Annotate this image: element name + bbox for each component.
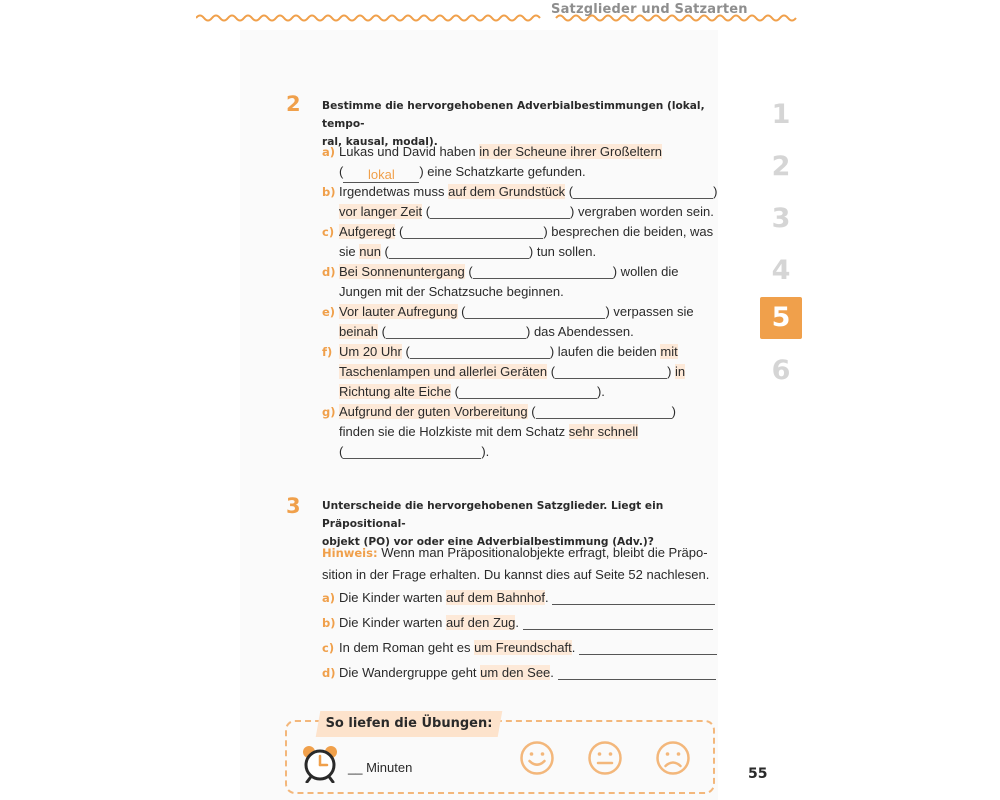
task-3d: [322, 663, 722, 688]
task-letter: a): [322, 591, 336, 605]
bracket: (: [547, 364, 556, 379]
task-2e: [322, 302, 722, 342]
task-text: In dem Roman geht es: [339, 640, 475, 655]
task-2d: [322, 262, 722, 302]
chapter-tab-1[interactable]: 1: [771, 99, 791, 130]
task-text: ) laufen die beiden: [549, 344, 661, 359]
task-text: Die Wandergruppe geht: [339, 665, 481, 680]
answer-field-example[interactable]: lokal: [343, 168, 419, 183]
highlighted-phrase: Aufgeregt: [339, 224, 396, 239]
task-2a: [322, 142, 722, 182]
bracket: ): [667, 364, 676, 379]
task-letter: b): [322, 616, 336, 630]
task-letter: b): [322, 185, 336, 199]
task-text: .: [544, 590, 549, 605]
highlighted-phrase: Aufgrund der guten Vorbereitung: [339, 404, 528, 419]
task-letter: f): [322, 345, 333, 359]
exercise-2-instruction-line-1: Bestimme die hervorgehobenen Adverbialbestimmungen (lokal, tempo-: [322, 100, 705, 130]
highlighted-phrase: in: [675, 364, 686, 379]
task-letter: c): [322, 641, 335, 655]
task-text: sie: [339, 244, 360, 259]
task-text: .: [515, 615, 519, 630]
highlighted-phrase: in der Scheune ihrer Großeltern: [479, 144, 663, 159]
chapter-tab-6[interactable]: 6: [771, 355, 791, 386]
exercise-2-instruction-line-2: ral, kausal, modal).: [322, 136, 438, 148]
bracket: (: [339, 164, 344, 179]
answer-field[interactable]: [430, 204, 570, 219]
task-text: ) das Abendessen.: [526, 324, 634, 339]
bracket: (: [422, 204, 431, 219]
highlighted-phrase: auf den Zug: [445, 615, 516, 630]
bracket: ): [671, 404, 676, 419]
sad-face-icon[interactable]: [655, 740, 691, 776]
exercise-2-number: 2: [286, 92, 301, 116]
exercise-3-tasks: [322, 588, 722, 688]
bracket: (: [378, 324, 386, 339]
bracket: (: [457, 304, 466, 319]
task-2g: [322, 402, 722, 462]
task-letter: a): [322, 145, 336, 159]
review-title: So liefen die Übungen:: [325, 716, 493, 731]
task-letter: g): [322, 405, 336, 419]
neutral-face-icon[interactable]: [587, 740, 623, 776]
answer-field[interactable]: [343, 444, 481, 459]
answer-field[interactable]: [410, 344, 550, 359]
task-text: Lukas und David haben: [339, 144, 480, 159]
highlighted-phrase: beinah: [339, 324, 379, 339]
exercise-2-tasks: [322, 142, 722, 462]
task-text: ).: [481, 444, 490, 459]
task-2b: [322, 182, 722, 222]
highlighted-phrase: mit: [660, 344, 678, 359]
task-3b: [322, 613, 722, 638]
answer-field[interactable]: [459, 384, 597, 399]
task-text: ).: [596, 384, 605, 399]
task-text: ) wollen die: [612, 264, 679, 279]
highlighted-phrase: sehr schnell: [568, 424, 639, 439]
highlighted-phrase: Vor lauter Aufregung: [339, 304, 458, 319]
exercise-3-instruction-line-2: objekt (PO) vor oder eine Adverbialbestimmung (Adv.)?: [322, 536, 654, 548]
hint-box: [322, 542, 718, 585]
highlighted-phrase: Um 20 Uhr: [339, 344, 402, 359]
answer-field[interactable]: [386, 324, 526, 339]
answer-field[interactable]: [555, 364, 667, 379]
answer-field[interactable]: [403, 224, 543, 239]
exercise-3-number: 3: [286, 494, 301, 518]
highlighted-phrase: Taschenlampen und allerlei Geräten: [339, 364, 548, 379]
task-letter: d): [322, 666, 336, 680]
answer-field[interactable]: [389, 244, 529, 259]
hint-text: Wenn man Präpositionalobjekte erfragt, bleibt die Präpo-: [377, 545, 708, 560]
chapter-tab-5-active[interactable]: 5: [760, 297, 802, 339]
task-text: Irgendetwas muss: [339, 184, 449, 199]
bracket: (: [380, 244, 389, 259]
task-text: Die Kinder warten: [339, 590, 446, 605]
minutes-field[interactable]: __ Minuten: [348, 760, 413, 775]
task-text: .: [550, 665, 554, 680]
answer-field[interactable]: [573, 184, 713, 199]
chapter-tab-2[interactable]: 2: [771, 151, 791, 182]
answer-field[interactable]: [473, 264, 613, 279]
task-letter: d): [322, 265, 336, 279]
highlighted-phrase: Richtung alte Eiche: [339, 384, 452, 399]
task-text: finden sie die Holzkiste mit dem Schatz: [339, 424, 569, 439]
bracket: ): [713, 184, 718, 199]
chapter-tab-3[interactable]: 3: [771, 203, 791, 234]
answer-line[interactable]: [579, 640, 717, 655]
highlighted-phrase: vor langer Zeit: [339, 204, 423, 219]
highlighted-phrase: Bei Sonnenuntergang: [339, 264, 465, 279]
bracket: (: [464, 264, 473, 279]
highlighted-phrase: auf dem Bahnhof: [445, 590, 545, 605]
bracket: (: [401, 344, 410, 359]
answer-line[interactable]: [558, 665, 716, 680]
task-2c: [322, 222, 722, 262]
task-2f: [322, 342, 722, 402]
decorative-wave-line: [196, 12, 802, 26]
task-text: Die Kinder warten: [339, 615, 446, 630]
task-text: ) vergraben worden sein.: [570, 204, 714, 219]
highlighted-phrase: um den See: [480, 665, 551, 680]
answer-field[interactable]: [536, 404, 672, 419]
task-text: ) tun sollen.: [528, 244, 597, 259]
highlighted-phrase: um Freundschaft: [474, 640, 572, 655]
happy-face-icon[interactable]: [519, 740, 555, 776]
task-letter: c): [322, 225, 335, 239]
bracket: (: [565, 184, 574, 199]
highlighted-phrase: auf dem Grundstück: [448, 184, 566, 199]
bracket: (: [451, 384, 459, 399]
running-header-title: Satzglieder und Satzarten: [551, 2, 748, 17]
task-3a: [322, 588, 722, 613]
answer-line[interactable]: [523, 615, 713, 630]
answer-line[interactable]: [552, 590, 715, 605]
task-text: .: [571, 640, 576, 655]
answer-field[interactable]: [465, 304, 605, 319]
bracket: (: [527, 404, 536, 419]
hint-text: sition in der Frage erhalten. Du kannst dies auf Seite 52 nachlesen.: [322, 567, 710, 582]
task-text: Jungen mit der Schatzsuche beginnen.: [339, 284, 564, 299]
task-text: ) besprechen die beiden, was: [543, 224, 714, 239]
task-letter: e): [322, 305, 336, 319]
exercise-3-instruction-line-1: Unterscheide die hervorgehobenen Satzglieder. Liegt ein Präpositional-: [322, 500, 664, 530]
page-number: 55: [748, 766, 768, 782]
task-text: ) eine Schatzkarte gefunden.: [419, 164, 586, 179]
bracket: (: [395, 224, 404, 239]
task-text: ) verpassen sie: [605, 304, 694, 319]
highlighted-phrase: nun: [359, 244, 381, 259]
hint-label: Hinweis:: [322, 546, 378, 560]
alarm-clock-icon: [300, 743, 340, 783]
bracket: (: [339, 444, 344, 459]
task-3c: [322, 638, 722, 663]
chapter-tab-4[interactable]: 4: [771, 255, 791, 286]
